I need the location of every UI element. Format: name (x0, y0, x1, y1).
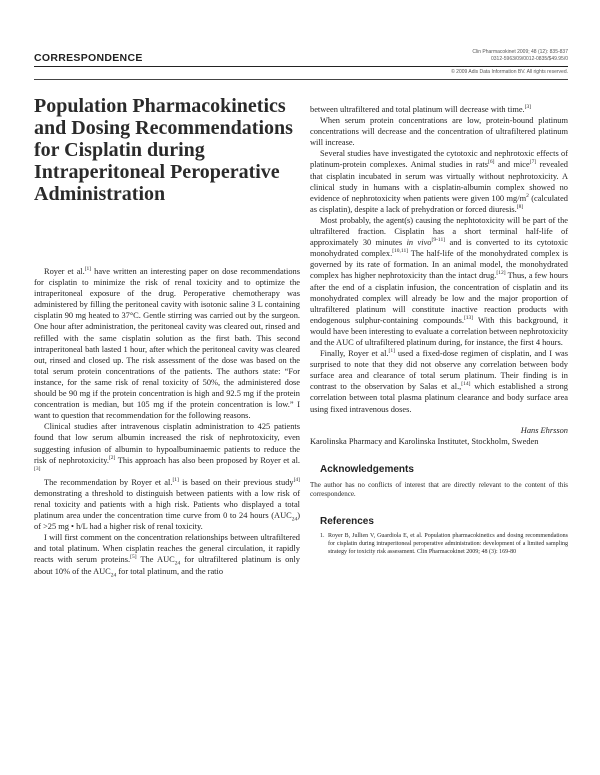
references-heading: References (320, 515, 374, 527)
author-affiliation: Karolinska Pharmacy and Karolinska Institutet, Stockholm, Sweden (310, 436, 539, 446)
body-paragraph: between ultrafiltered and total platinum will decrease with time.[3] (310, 104, 532, 114)
reference-text: Royer B, Jullien V, Guardiola E, et al. Population pharmacokinetics and dosing recommendations for cisplatin during intraperitoneal peroperative administration: development of a limited sampling strategy for toxicity risk assessment. Clin Pharmacokinet 2009; 48 (3): 169-80 (328, 533, 568, 555)
reference-number: 1. (320, 533, 325, 539)
right-column (310, 104, 568, 556)
body-paragraph: Clinical studies after intravenous cisplatin administration to 425 patients found that low serum albumin increased the risk of nephrotoxicity, even suggesting infusion of albumin to hypoalbuminaemic patients to reduce the risk of nephrotoxicity.[2] This approach has also been proposed by Royer et al.[3] (34, 422, 300, 472)
body-paragraph: Finally, Royer et al.[1] used a fixed-dose regimen of cisplatin, and I was surprised to note that they did not observe any correlation between body surface area and clearance of total serum platinum. Their finding is in contrast to the observation by Salas et al.,[14] which established a strong correlation between total plasma platinum clearance and body surface area using fixed intravenous doses. (310, 348, 568, 414)
left-column (34, 266, 300, 577)
body-paragraph: Most probably, the agent(s) causing the nephtotoxicity will be part of the ultrafiltered fraction. Cisplatin has a short terminal half-life of approximately 30 minutes in vivo[9-11] and is converted to its cytotoxic monohydrated complex.[10,11] The half-life of the monohydrated complex is governed by its rate of formation. In an animal model, the monohydrated complex has higher nephrotoxicity than the intact drug.[12] Thus, a few hours after the end of a cisplatin infusion, the concentration of cisplatin and its monohydrated complex will already be low and the major proportion of ultrafiltered platinum will constitute inactive reaction products with endogenous sulphur-containing compounds.[13] With this background, it would have been interesting to evaluate a correlation between nephrotoxicity and the AUC of ultrafiltered platinum during, for instance, the first 4 hours. (310, 215, 568, 347)
author-name: Hans Ehrsson (520, 425, 568, 435)
section-label: CORRESPONDENCE (34, 52, 143, 64)
acknowledgements-heading: Acknowledgements (320, 463, 414, 475)
reference-item (320, 533, 568, 556)
doi: 0312-5963/09/0012-0835/$49.95/0 (490, 55, 568, 62)
body-paragraph: The recommendation by Royer et al.[1] is based on their previous study[4] demonstrating a threshold to distinguish between patients with a low risk of renal toxicity and patients with a high risk. Patients who displayed a total platinum area under the concentration time curve from 0 to 24 hours $(AUC_{24})$ of >25 mg • h/L had a higher risk of renal toxicity. (34, 476, 300, 532)
body-paragraph: I will first comment on the concentration relationships between ultrafiltered and total platinum. When cisplatin reaches the general circulation, it rapidly reacts with serum proteins.[5] The $AUC_{24}$ for ultrafiltered platinum is only about 10% of the $AUC_{24}$ for total platinum, and the ratio (34, 533, 300, 579)
journal-info (472, 49, 568, 62)
body-paragraph: Several studies have investigated the cytotoxic and nephrotoxic effects of platinum-protein complexes. Animal studies in rats[6] and mice[7] revealed that cisplatin incubated in serum was virtually without nephrotoxicity. A clinical study in humans with a cisplatin-albumin complex showed no evidence of nephrotoxicity when patients were given 100 $mg/m^2$ (calculated as cisplatin), despite a lack of prehydration or forced diuresis.[8] (310, 149, 568, 214)
header-subrule (34, 79, 568, 80)
header-rule (34, 66, 568, 67)
body-paragraph: When serum protein concentrations are low, protein-bound platinum concentrations will decrease and the concentration of ultrafiltered platinum will increase. (310, 116, 568, 148)
body-paragraph: Royer et al.[1] have written an interesting paper on dose recommendations for cisplatin to minimize the risk of renal toxicity and to optimize the intraperitoneal exposure of the drug. Peroperative chemotherapy was administered by filling the peritoneal cavity with isotonic saline 3 L containing cisplatin 90 mg heated to 37°C. Gentle stirring was carried out by the surgeon. One hour after administration, the peritoneal cavity was cleared out, rinsed and refilled with the same cisplatin solution as the first bath. This second intraperitoneal bath lasted 1 hour, after which the peritoneal cavity was cleared out, rinsed and closed up. The risk assessment of the dose was based on the total serum protein concentrations of the patients. The authors state: “For instance, for the same risk of renal toxicity of 50%, the administered dose should be 90 mg if the protein concentration is high and 92.5 mg if the protein concentration is median, but 105 mg if the protein concentration is low.” I want to question that recommendation for the following reasons. (34, 266, 300, 421)
acknowledgements-text: The author has no conflicts of interest that are directly relevant to the content of this correspondence. (310, 480, 568, 498)
copyright-line: © 2009 Adis Data Information BV. All rights reserved. (451, 69, 568, 75)
reference-list (320, 533, 568, 556)
article-title: Population Pharmacokinetics and Dosing Recommendations for Cisplatin during Intraperitoneal Peroperative Administration (34, 95, 293, 205)
journal-citation: Clin Pharmacokinet 2009; 48 (12): 835-837 (472, 49, 568, 55)
